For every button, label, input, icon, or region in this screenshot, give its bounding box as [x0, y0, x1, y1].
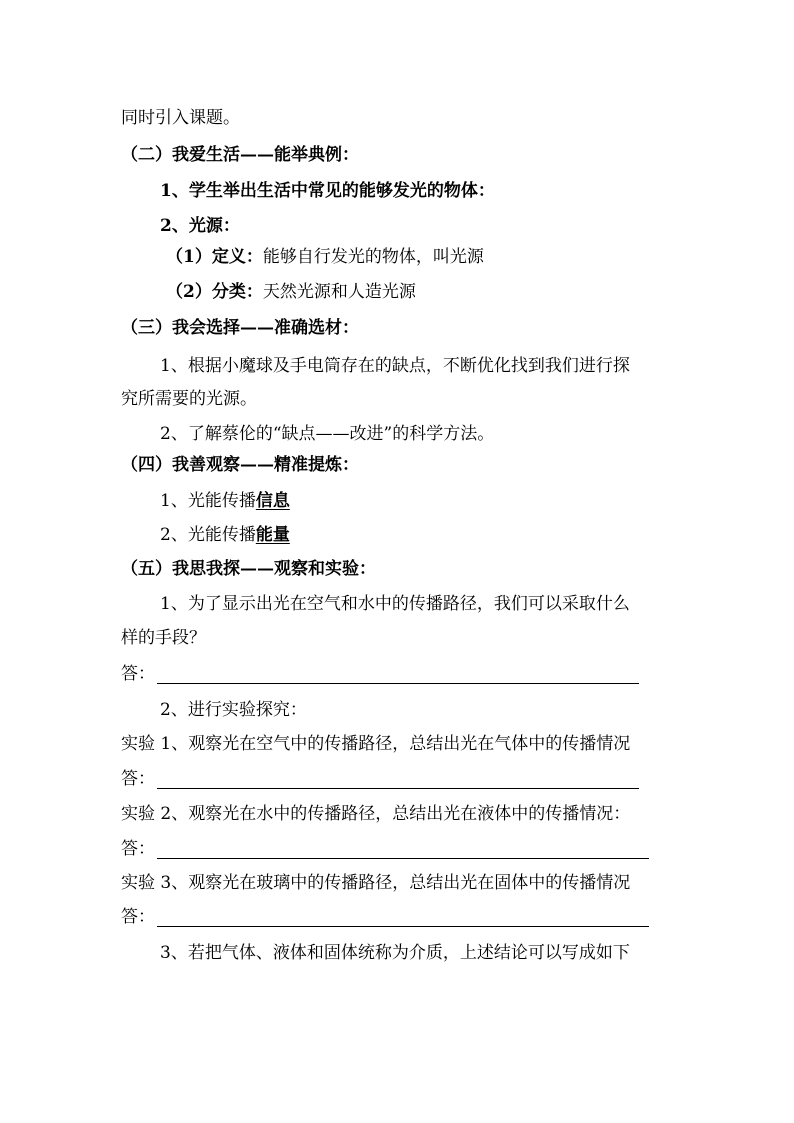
text-line-magic-ball: 1、根据小魔球及手电筒存在的缺点，不断优化找到我们进行探 [160, 356, 630, 376]
answer-blank-2[interactable] [157, 774, 639, 789]
definition-label: （1）定义： [166, 247, 263, 267]
answer-label: 答： [121, 769, 155, 789]
item-2-light-source: 2、光源： [160, 216, 240, 236]
answer-row-2 [121, 769, 639, 789]
section-heading-5: （五）我思我探——观察和实验： [121, 559, 376, 579]
answer-blank-3[interactable] [157, 844, 649, 859]
classification-line [166, 282, 416, 302]
answer-row-3 [121, 839, 649, 859]
experiment-2: 实验 2、观察光在水中的传播路径，总结出光在液体中的传播情况： [121, 804, 631, 824]
answer-label: 答： [121, 907, 155, 927]
item-1-students-examples: 1、学生举出生活中常见的能够发光的物体： [160, 181, 495, 201]
classification-text: 天然光源和人造光源 [262, 282, 416, 302]
answer-label: 答： [121, 664, 155, 684]
experiment-1: 实验 1、观察光在空气中的传播路径，总结出光在气体中的传播情况 [121, 734, 631, 754]
info-prefix: 1、光能传播 [160, 491, 256, 511]
question-1: 1、为了显示出光在空气和水中的传播路径，我们可以采取什么 [160, 594, 630, 614]
question-1-cont: 样的手段？ [121, 628, 206, 648]
answer-blank-1[interactable] [157, 669, 639, 684]
answer-blank-4[interactable] [157, 912, 649, 927]
answer-row-1 [121, 664, 639, 684]
item-experiment-intro: 2、进行实验探究： [160, 700, 307, 720]
energy-keyword: 能量 [255, 525, 290, 545]
text-line-magic-ball-cont: 究所需要的光源。 [121, 389, 257, 409]
definition-line [166, 247, 484, 267]
section-heading-3: （三）我会选择——准确选材： [121, 318, 359, 338]
text-line-intro: 同时引入课题。 [121, 108, 240, 128]
definition-text: 能够自行发光的物体，叫光源 [262, 247, 484, 267]
answer-row-4 [121, 907, 649, 927]
text-line-info [160, 491, 290, 511]
text-line-energy [160, 525, 290, 545]
item-3-medium: 3、若把气体、液体和固体统称为介质，上述结论可以写成如下 [160, 943, 630, 963]
info-keyword: 信息 [255, 491, 290, 511]
classification-label: （2）分类： [166, 282, 263, 302]
answer-label: 答： [121, 839, 155, 859]
section-heading-2: （二）我爱生活——能举典例： [121, 145, 359, 165]
energy-prefix: 2、光能传播 [160, 525, 256, 545]
text-line-cailun: 2、了解蔡伦的“缺点——改进”的科学方法。 [160, 424, 495, 444]
experiment-3: 实验 3、观察光在玻璃中的传播路径，总结出光在固体中的传播情况 [121, 873, 631, 893]
section-heading-4: （四）我善观察——精准提炼： [121, 455, 359, 475]
